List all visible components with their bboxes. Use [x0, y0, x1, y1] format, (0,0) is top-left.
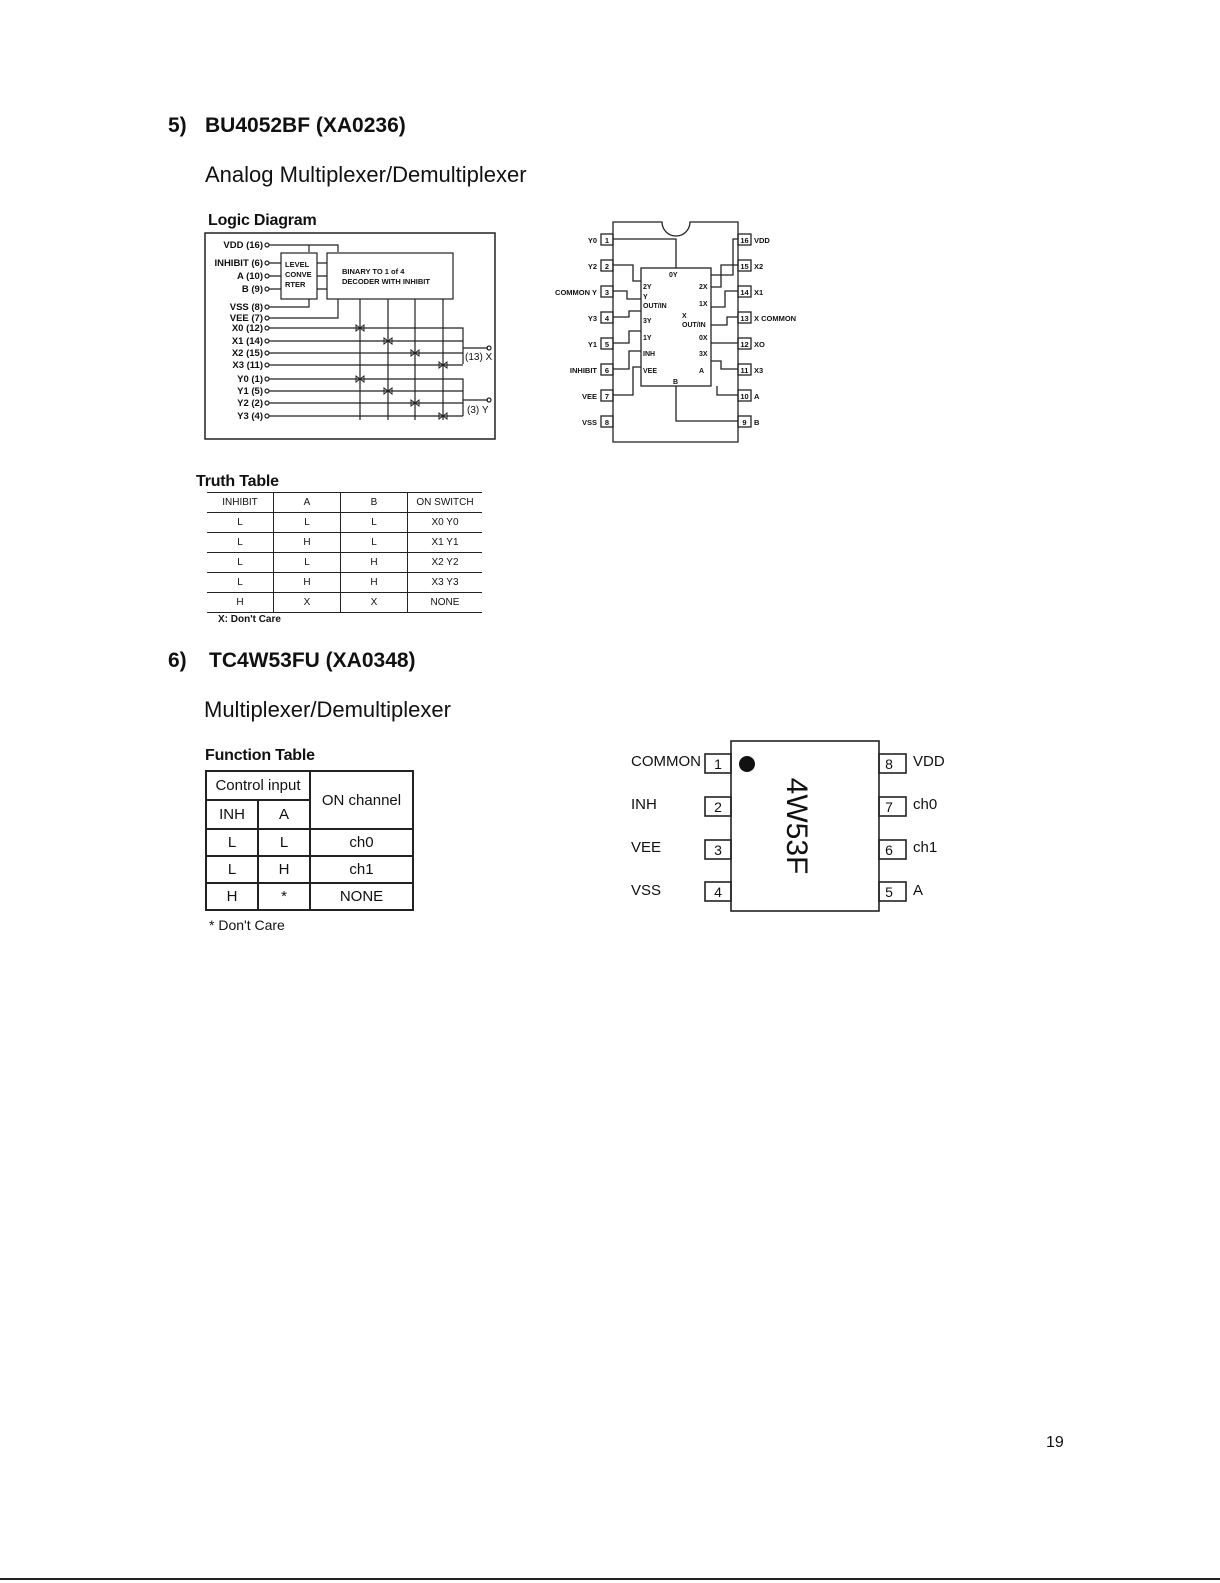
- table-cell: L: [341, 533, 408, 553]
- pin-number: 6: [885, 842, 893, 858]
- table-cell: NONE: [310, 883, 413, 910]
- inner-label: OUT/IN: [643, 303, 667, 310]
- table-cell: H: [341, 553, 408, 573]
- logic-diagram: [203, 230, 499, 442]
- table-header: Control input: [206, 771, 310, 800]
- pin-label-right: A: [913, 882, 924, 899]
- inner-label: 3Y: [643, 318, 652, 325]
- table-cell: L: [207, 513, 274, 533]
- table-cell: H: [258, 856, 310, 883]
- table-row: [206, 883, 413, 910]
- pin-number: 4: [714, 884, 722, 900]
- table-row: [207, 513, 482, 533]
- table-cell: H: [341, 573, 408, 593]
- pin-number: 1: [714, 756, 722, 772]
- pin-label-right: B: [754, 418, 760, 427]
- pin-number: 14: [740, 288, 749, 297]
- table-cell: X: [274, 593, 341, 613]
- function-table-note: * Don't Care: [209, 917, 285, 933]
- pin-label-right: XO: [754, 340, 765, 349]
- pin-label-right: X COMMON: [754, 314, 797, 323]
- logic-diagram-caption: Logic Diagram: [208, 212, 317, 229]
- table-cell: L: [207, 573, 274, 593]
- table-cell: L: [207, 533, 274, 553]
- page-number: 19: [1046, 1434, 1064, 1451]
- table-cell: NONE: [408, 593, 483, 613]
- table-cell: H: [274, 573, 341, 593]
- pin-label-right: X3: [754, 366, 764, 375]
- pin-label-left: COMMON Y: [555, 288, 597, 297]
- pin-label-right: A: [754, 392, 760, 401]
- logic-input-label: Y2 (2): [237, 398, 263, 409]
- table-cell: H: [206, 883, 258, 910]
- logic-input-label: X1 (14): [231, 336, 263, 347]
- inner-label: VEE: [643, 368, 658, 375]
- pin-number: 7: [604, 392, 610, 401]
- logic-input-label: B (9): [241, 284, 263, 295]
- pin-label-right: ch1: [913, 839, 938, 856]
- section-6-number: 6): [168, 649, 187, 672]
- table-cell: L: [274, 553, 341, 573]
- pin-number: 4: [604, 314, 610, 323]
- decoder-label: DECODER WITH INHIBIT: [342, 277, 430, 286]
- pin-number: 8: [885, 756, 893, 772]
- logic-input-label: A (10): [236, 271, 263, 282]
- pin-label-left: VSS: [581, 418, 597, 427]
- table-cell: X0 Y0: [408, 513, 483, 533]
- pin-number: 13: [740, 314, 749, 323]
- inner-label: Y: [643, 294, 648, 301]
- table-cell: X3 Y3: [408, 573, 483, 593]
- table-cell: ch1: [310, 856, 413, 883]
- table-cell: L: [274, 513, 341, 533]
- inner-label: X: [682, 313, 687, 320]
- table-cell: L: [341, 513, 408, 533]
- pin-label-left: Y0: [587, 236, 597, 245]
- pin-label-left: VEE: [631, 839, 662, 856]
- pin-number: 7: [885, 799, 893, 815]
- table-row: [207, 593, 482, 613]
- pin-label-left: INH: [631, 796, 657, 813]
- logic-input-label: Y0 (1): [237, 374, 263, 385]
- table-header: ON SWITCH: [408, 493, 483, 513]
- pin-number: 10: [740, 392, 749, 401]
- logic-input-label: VDD (16): [223, 240, 263, 251]
- pin-number: 5: [604, 340, 610, 349]
- pin-number: 1: [604, 236, 610, 245]
- section-6-subtitle: Multiplexer/Demultiplexer: [204, 697, 451, 722]
- pin1-marker-icon: [739, 756, 755, 772]
- pin-label-left: Y2: [587, 262, 597, 271]
- output-x-label: (13) X: [465, 352, 493, 363]
- table-header: INHIBIT: [207, 493, 274, 513]
- section-5-number: 5): [168, 114, 187, 137]
- inner-label: 1X: [699, 301, 708, 308]
- pin-label-left: VEE: [581, 392, 597, 401]
- table-cell: L: [207, 553, 274, 573]
- level-converter-label: CONVE: [285, 270, 312, 279]
- table-cell: X1 Y1: [408, 533, 483, 553]
- inner-label: 2Y: [643, 284, 652, 291]
- logic-input-label: INHIBIT (6): [214, 258, 263, 269]
- table-row: [207, 533, 482, 553]
- table-cell: X: [341, 593, 408, 613]
- truth-table: [207, 492, 482, 613]
- table-header-row: [207, 493, 482, 513]
- pin-label-right: X2: [754, 262, 764, 271]
- pin-number: 2: [604, 262, 610, 271]
- decoder-label: BINARY TO 1 of 4: [342, 267, 405, 276]
- bu4052-pinout: [545, 215, 815, 447]
- function-table: [205, 770, 414, 911]
- logic-input-label: X3 (11): [232, 360, 263, 371]
- logic-input-label: Y1 (5): [237, 386, 263, 397]
- table-header: ON channel: [310, 771, 413, 829]
- inner-label: 1Y: [643, 335, 652, 342]
- inner-label: OUT/IN: [682, 322, 706, 329]
- section-6-title: TC4W53FU (XA0348): [209, 649, 416, 672]
- section-5-title: BU4052BF (XA0236): [205, 114, 406, 137]
- table-cell: H: [207, 593, 274, 613]
- pin-label-right: VDD: [913, 753, 945, 770]
- table-header: B: [341, 493, 408, 513]
- pin-number: 3: [714, 842, 722, 858]
- table-cell: L: [206, 829, 258, 856]
- table-cell: X2 Y2: [408, 553, 483, 573]
- level-converter-label: RTER: [285, 280, 306, 289]
- pin-number: 8: [604, 418, 610, 427]
- inner-label: 3X: [699, 351, 708, 358]
- logic-input-label: Y3 (4): [237, 411, 263, 422]
- table-row: [206, 856, 413, 883]
- level-converter-label: LEVEL: [285, 260, 310, 269]
- table-row: [207, 573, 482, 593]
- function-table-caption: Function Table: [205, 747, 315, 764]
- table-row: [207, 553, 482, 573]
- logic-input-label: X2 (15): [231, 348, 263, 359]
- pin-label-right: X1: [754, 288, 764, 297]
- pin-label-left: COMMON: [631, 753, 701, 770]
- inner-label: INH: [643, 351, 656, 358]
- table-row: [206, 829, 413, 856]
- logic-input-label: VEE (7): [229, 313, 263, 324]
- pin-number: 6: [604, 366, 610, 375]
- inner-label: 0Y: [669, 272, 678, 279]
- logic-input-label: VSS (8): [229, 302, 263, 313]
- inner-label: 0X: [699, 335, 708, 342]
- pin-number: 16: [740, 236, 749, 245]
- table-header: INH: [206, 800, 258, 829]
- pin-label-left: Y1: [587, 340, 597, 349]
- inner-label: B: [673, 379, 679, 386]
- pin-number: 3: [604, 288, 610, 297]
- truth-table-caption: Truth Table: [196, 473, 279, 490]
- pin-number: 5: [885, 884, 893, 900]
- inner-label: A: [699, 368, 705, 375]
- pin-label-left: Y3: [587, 314, 597, 323]
- pin-label-left: VSS: [631, 882, 662, 899]
- chip-marking: 4W53F: [780, 777, 814, 875]
- table-header: A: [274, 493, 341, 513]
- pin-number: 2: [714, 799, 722, 815]
- pin-number: 11: [740, 366, 749, 375]
- tc4w53-pinout: [625, 735, 955, 920]
- footer-rule: [0, 1578, 1220, 1580]
- pin-number: 12: [740, 340, 749, 349]
- pin-number: 9: [742, 418, 747, 427]
- output-y-label: (3) Y: [467, 405, 489, 416]
- table-cell: L: [258, 829, 310, 856]
- pin-label-right: VDD: [754, 236, 770, 245]
- truth-table-note: X: Don't Care: [218, 614, 281, 625]
- table-cell: *: [258, 883, 310, 910]
- inner-label: 2X: [699, 284, 708, 291]
- table-cell: H: [274, 533, 341, 553]
- pin-number: 15: [740, 262, 749, 271]
- pin-label-right: ch0: [913, 796, 938, 813]
- logic-input-label: X0 (12): [231, 323, 263, 334]
- table-cell: ch0: [310, 829, 413, 856]
- table-cell: L: [206, 856, 258, 883]
- section-5-subtitle: Analog Multiplexer/Demultiplexer: [205, 162, 527, 187]
- pin-label-left: INHIBIT: [569, 366, 597, 375]
- table-header: A: [258, 800, 310, 829]
